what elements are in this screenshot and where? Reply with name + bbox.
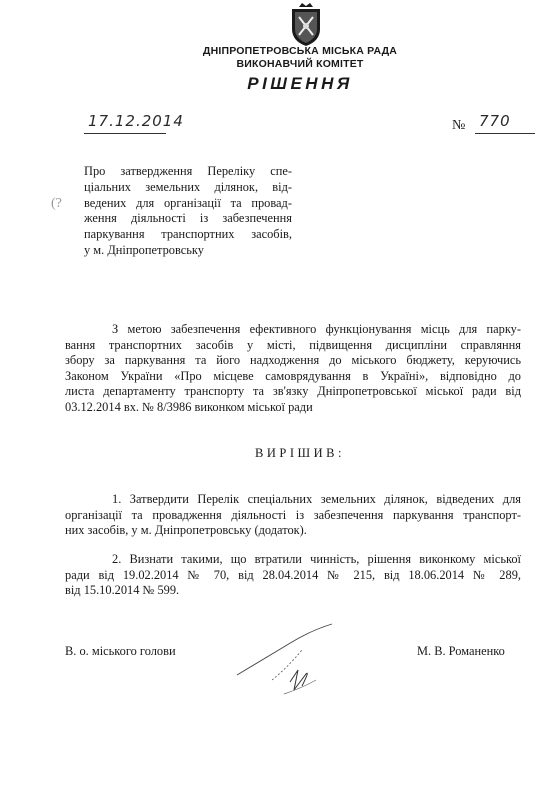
number-sign: № [452,118,466,133]
committee-name: ВИКОНАВЧИЙ КОМІТЕТ [236,58,364,70]
decision-subject [84,164,292,259]
resolution-item [65,552,521,599]
paragraph-line: вання транспортних засобів у місті, підвищення дисципліни справляння [65,337,521,352]
paragraph-line: Законом України «Про місцеве самоврядування в Україні», відповідно до [65,368,521,383]
handwritten-signature [232,620,342,700]
resolution-item [65,492,521,539]
organization-name: ДНІПРОПЕТРОВСЬКА МІСЬКА РАДА [202,45,398,57]
preamble-paragraph [65,322,521,415]
subject-line: ціальних земельних ділянок, від- [84,179,292,194]
paragraph-line: листа департаменту транспорту та зв'язку Дніпропетровської міської ради від [65,384,521,398]
item-line: 2. Визнати такими, що втратили чинність, рішення виконкому міської [112,552,521,566]
item-line: ради від 19.02.2014 № 70, від 28.04.2014 № 215, від 18.06.2014 № 289, [65,567,521,582]
item-line: них засобів, у м. Дніпропетровську (додаток). [65,523,307,537]
subject-line: ження діяльності із забезпечення [84,211,292,226]
subject-line: ведених для організації та провад- [84,195,292,210]
coat-of-arms-icon [286,3,326,47]
subject-line: Про затвердження Переліку спе- [84,164,292,178]
item-line: організації та провадження діяльності із забезпечення паркування транспорт- [65,507,521,522]
item-line: 1. Затвердити Перелік спеціальних земельних ділянок, відведених для [112,492,521,506]
subject-line: у м. Дніпропетровську [84,242,204,257]
item-line: від 15.10.2014 № 599. [65,583,180,597]
paragraph-line: З метою забезпечення ефективного функціонування місць для парку- [112,322,521,336]
paragraph-line: збору за паркування та його надходження до міського бюджету, керуючись [65,353,521,367]
decision-number: 770 [479,112,511,130]
resolution-heading: ВИРІШИВ: [255,446,345,460]
decision-date: 17.12.2014 [88,112,184,130]
signatory-position: В. о. міського голови [65,644,176,658]
document-title: РІШЕННЯ [247,74,353,93]
margin-mark: (? [51,196,62,211]
subject-line: паркування транспортних засобів, [84,227,292,242]
signatory-name: М. В. Романенко [417,644,505,658]
paragraph-line: 03.12.2014 вх. № 8/3986 виконком міської ради [65,399,313,414]
